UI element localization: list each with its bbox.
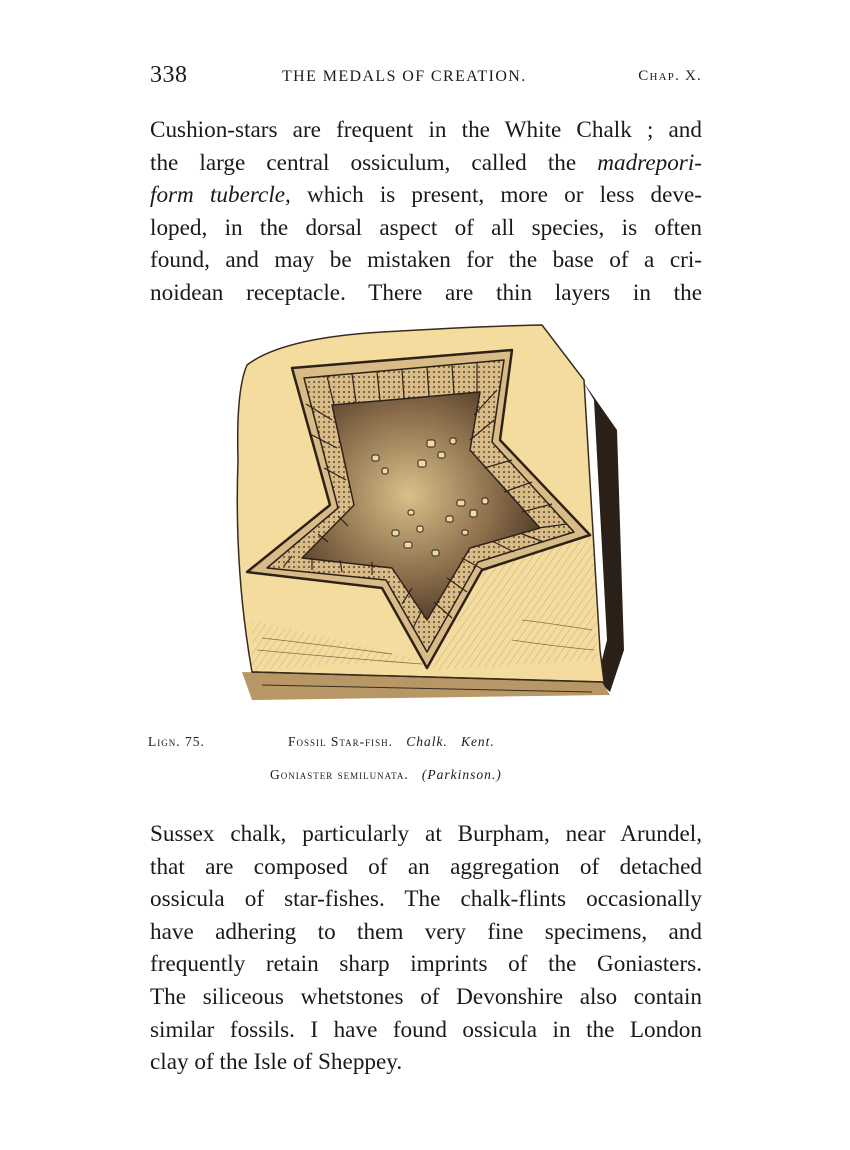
text-line: found, and may be mistaken for the base of a cri- xyxy=(150,247,702,274)
paragraph-top xyxy=(150,114,702,310)
figure-title-text: Fossil Star-fish. xyxy=(288,734,394,749)
chapter-label: Chap. X. xyxy=(638,68,702,84)
text-line: similar fossils. I have found ossicula in the London xyxy=(150,1016,702,1043)
text-line: Cushion-stars are frequent in the White Chalk ; and xyxy=(150,117,702,143)
paragraph-bottom xyxy=(150,818,702,1079)
italic-term: madrepori- xyxy=(597,149,702,176)
text-run: the large central ossiculum, called the xyxy=(150,149,598,176)
text-line: The siliceous whetstones of Devonshire also contain xyxy=(150,983,702,1010)
text-line: have adhering to them very fine specimens, and xyxy=(150,918,702,945)
text-run: which is present, more or less deve- xyxy=(290,182,702,209)
running-head xyxy=(150,62,702,92)
species-authority: (Parkinson.) xyxy=(421,767,502,782)
text-line: ossicula of star-fishes. The chalk-flints occasionally xyxy=(150,886,702,913)
italic-term: form tubercle, xyxy=(150,182,291,209)
figure-locality: Kent. xyxy=(460,734,495,749)
text-line: frequently retain sharp imprints of the Goniasters. xyxy=(150,951,702,978)
text-line: clay of the Isle of Sheppey. xyxy=(150,1049,403,1076)
starfish-engraving xyxy=(222,320,632,705)
page-number: 338 xyxy=(150,62,188,88)
text-line: Sussex chalk, particularly at Burpham, near Arundel, xyxy=(150,821,702,847)
starfish-illustration xyxy=(222,320,632,705)
text-line: that are composed of an aggregation of detached xyxy=(150,853,702,880)
figure-species xyxy=(270,767,502,783)
figure-title xyxy=(288,734,495,750)
figure-number: Lign. 75. xyxy=(148,734,205,749)
figure-locality: Chalk. xyxy=(406,734,448,749)
text-line: noidean receptacle. There are thin layers in the xyxy=(150,279,702,306)
text-line xyxy=(150,147,702,180)
running-title: THE MEDALS OF CREATION. xyxy=(282,68,527,85)
text-line xyxy=(150,179,702,212)
species-name: Goniaster semilunata. xyxy=(270,767,409,782)
text-line: loped, in the dorsal aspect of all species, is often xyxy=(150,214,702,241)
